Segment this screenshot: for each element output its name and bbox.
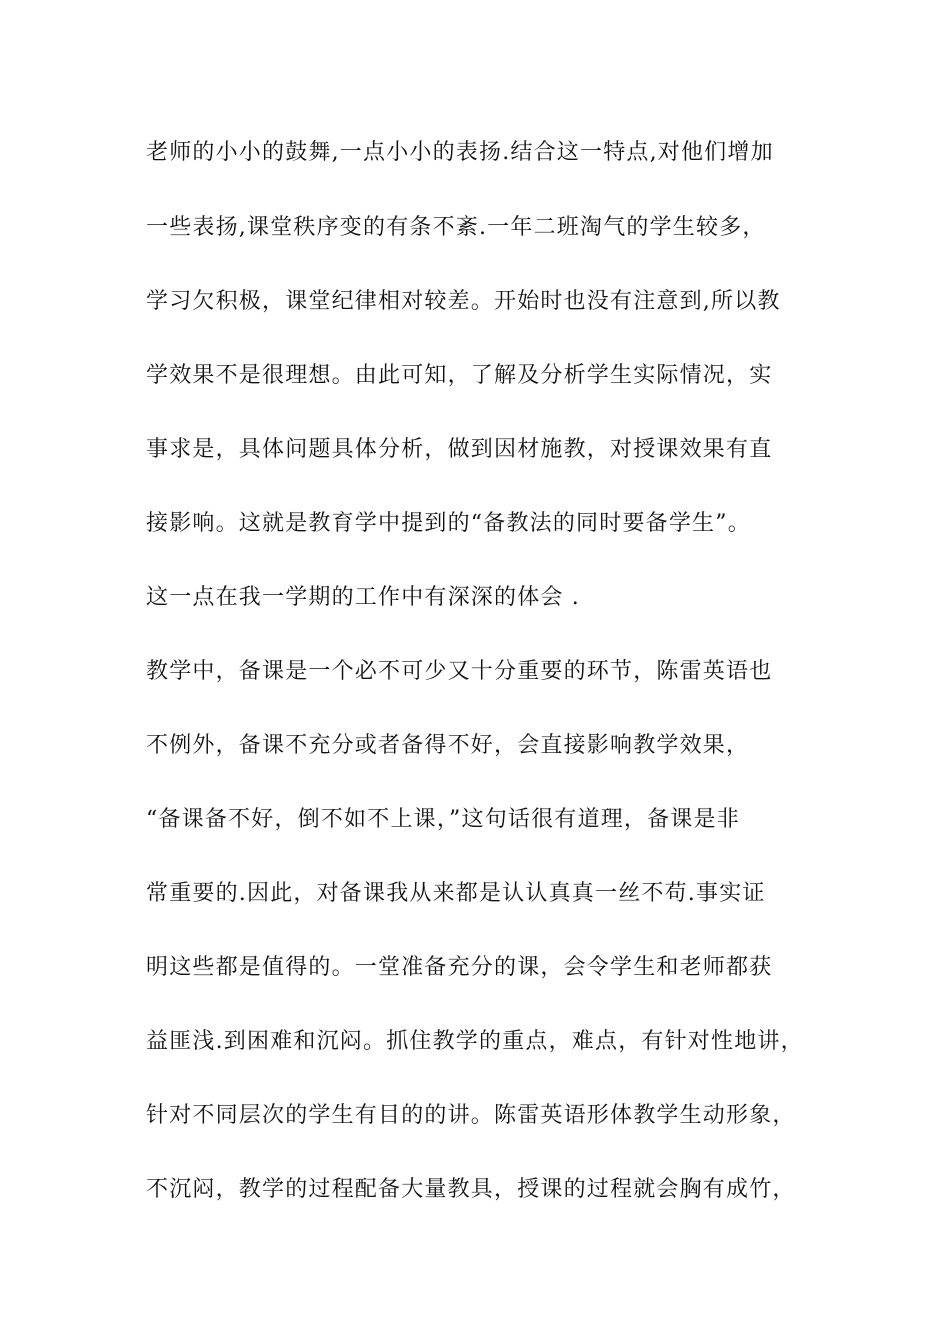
text-line: 一些表扬,课堂秩序变的有条不紊.一年二班淘气的学生较多，	[146, 215, 766, 240]
text-line: 明这些都是值得的。一堂准备充分的课，会令学生和老师都获	[146, 955, 773, 980]
text-line: 不沉闷，教学的过程配备大量教具，授课的过程就会胸有成竹，	[146, 1177, 796, 1202]
text-line: 事求是，具体问题具体分析，做到因材施教，对授课效果有直	[146, 437, 773, 462]
text-line: 这一点在我一学期的工作中有深深的体会 .	[146, 585, 580, 610]
text-line: 教学中，备课是一个必不可少又十分重要的环节，陈雷英语也	[146, 659, 773, 684]
text-line: 学效果不是很理想。由此可知，了解及分析学生实际情况，实	[146, 363, 773, 388]
text-line: “备课备不好，倒不如不上课，”这句话很有道理，备课是非	[146, 807, 740, 832]
text-line: 学习欠积极，课堂纪律相对较差。开始时也没有注意到,所以教	[146, 289, 781, 314]
text-line: 益匪浅.到困难和沉闷。抓住教学的重点，难点，有针对性地讲，	[146, 1029, 804, 1054]
text-line: 老师的小小的鼓舞,一点小小的表扬.结合这一特点,对他们增加	[146, 140, 774, 165]
text-line: 针对不同层次的学生有目的的讲。陈雷英语形体教学生动形象，	[146, 1103, 796, 1128]
text-line: 常重要的.因此，对备课我从来都是认认真真一丝不苟.事实证	[146, 881, 766, 906]
text-line: 接影响。这就是教育学中提到的“备教法的同时要备学生”。	[146, 511, 751, 536]
text-line: 不例外，备课不充分或者备得不好，会直接影响教学效果，	[146, 733, 750, 758]
